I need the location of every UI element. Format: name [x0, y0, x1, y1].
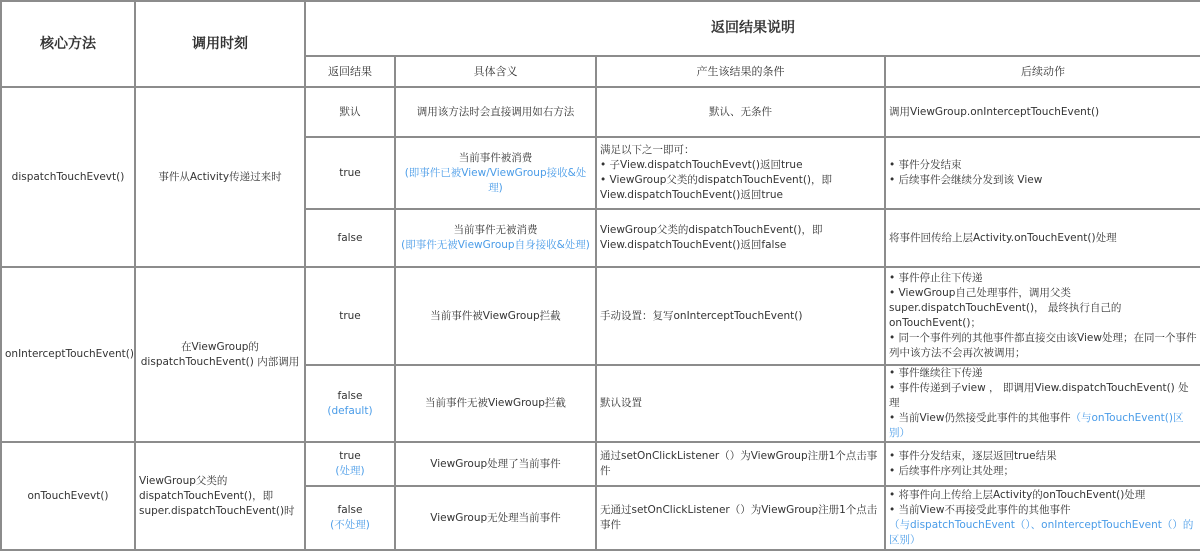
meaning-cell: ViewGroup无处理当前事件	[395, 486, 596, 550]
action-line: • 后续事件会继续分发到该 View	[889, 174, 1043, 186]
call-time-touch	[135, 442, 305, 550]
result-cell: false	[305, 209, 395, 267]
result-cell	[305, 486, 395, 550]
action-cell	[885, 365, 1200, 442]
header-return-result: 返回结果	[305, 56, 395, 87]
header-follow-up: 后续动作	[885, 56, 1200, 87]
result-text: false	[337, 389, 363, 402]
result-note: (default)	[327, 404, 373, 417]
call-time-dispatch: 事件从Activity传递过来时	[135, 87, 305, 267]
condition-line: • ViewGroup父类的dispatchTouchEvent()，即	[600, 174, 833, 186]
action-cell: 调用ViewGroup.onInterceptTouchEvent()	[885, 87, 1200, 137]
call-time-line: super.dispatchTouchEvent()时	[139, 504, 295, 517]
call-time-line: ViewGroup父类的	[139, 474, 228, 487]
method-intercept: onInterceptTouchEvent()	[1, 267, 135, 442]
header-result-group: 返回结果说明	[305, 1, 1200, 56]
action-line: super.dispatchTouchEvent()， 最终执行自己的onTouchEvent()；	[889, 302, 1122, 329]
action-line: • 事件分发结束，逐层返回true结果	[889, 450, 1057, 462]
result-cell: 默认	[305, 87, 395, 137]
table-row	[1, 87, 1200, 137]
condition-cell	[596, 209, 885, 267]
action-cell: 将事件回传给上层Activity.onTouchEvent()处理	[885, 209, 1200, 267]
condition-line: • 子View.dispatchTouchEvevt()返回true	[600, 159, 803, 171]
action-line: • 同一个事件列的其他事件都直接交由该View处理；在同一个事件	[889, 332, 1197, 344]
header-core-method: 核心方法	[1, 1, 135, 87]
result-cell	[305, 442, 395, 486]
action-line: • 事件继续往下传递	[889, 367, 983, 379]
action-line: • 后续事件序列让其处理；	[889, 465, 1015, 477]
method-dispatch: dispatchTouchEvevt()	[1, 87, 135, 267]
header-condition: 产生该结果的条件	[596, 56, 885, 87]
condition-line: View.dispatchTouchEvent()返回true	[600, 189, 783, 201]
action-line: • 事件停止往下传递	[889, 272, 983, 284]
condition-cell	[596, 137, 885, 209]
condition-line: 满足以下之一即可：	[600, 144, 695, 156]
action-cell	[885, 442, 1200, 486]
result-text: false	[337, 504, 363, 516]
condition-cell: 手动设置：复写onInterceptTouchEvent()	[596, 267, 885, 365]
result-cell: true	[305, 137, 395, 209]
result-cell	[305, 365, 395, 442]
condition-cell: 无通过setOnClickListener（）为ViewGroup注册1个点击事件	[596, 486, 885, 550]
result-cell: true	[305, 267, 395, 365]
condition-cell: 默认、无条件	[596, 87, 885, 137]
table-row	[1, 442, 1200, 486]
meaning-text: 当前事件被消费	[458, 151, 533, 164]
action-line: • ViewGroup自己处理事件，调用父类	[889, 287, 1071, 299]
meaning-cell: ViewGroup处理了当前事件	[395, 442, 596, 486]
call-time-intercept	[135, 267, 305, 442]
condition-line: View.dispatchTouchEvent()返回false	[600, 239, 787, 251]
result-text: true	[339, 450, 361, 462]
action-line: • 将事件向上传给上层Activity的onTouchEvent()处理	[889, 489, 1146, 501]
action-note: （与dispatchTouchEvent（）、onInterceptTouchEvent（）的区别）	[889, 519, 1194, 546]
call-time-line: dispatchTouchEvent() 内部调用	[140, 355, 300, 368]
action-note: （与onTouchEvent()区别）	[889, 412, 1184, 439]
condition-cell: 通过setOnClickListener（）为ViewGroup注册1个点击事件	[596, 442, 885, 486]
action-cell	[885, 267, 1200, 365]
action-line: • 事件传递到子view ， 即调用View.dispatchTouchEvent() 处理	[889, 382, 1189, 409]
action-cell	[885, 137, 1200, 209]
meaning-note: (即事件已被View/ViewGroup接收&处理)	[404, 166, 587, 194]
condition-line: ViewGroup父类的dispatchTouchEvent()，即	[600, 224, 823, 236]
meaning-note: (即事件无被ViewGroup自身接收&处理)	[401, 239, 590, 251]
call-time-line: dispatchTouchEvent()，即	[139, 489, 274, 502]
call-time-line: 在ViewGroup的	[181, 340, 259, 353]
meaning-cell: 当前事件无被ViewGroup拦截	[395, 365, 596, 442]
meaning-text: 当前事件无被消费	[453, 224, 538, 236]
action-line: • 当前View仍然接受此事件的其他事件	[889, 412, 1071, 424]
result-note: (处理)	[335, 465, 365, 477]
action-line: • 事件分发结束	[889, 159, 962, 171]
meaning-cell	[395, 137, 596, 209]
meaning-cell: 调用该方法时会直接调用如右方法	[395, 87, 596, 137]
action-cell	[885, 486, 1200, 550]
meaning-cell	[395, 209, 596, 267]
meaning-cell: 当前事件被ViewGroup拦截	[395, 267, 596, 365]
result-note: (不处理)	[330, 519, 370, 531]
header-call-time: 调用时刻	[135, 1, 305, 87]
action-line: 列中该方法不会再次被调用；	[889, 347, 1026, 359]
header-meaning: 具体含义	[395, 56, 596, 87]
action-line: • 当前View不再接受此事件的其他事件	[889, 504, 1071, 516]
table-row	[1, 267, 1200, 365]
condition-cell: 默认设置	[596, 365, 885, 442]
method-touch: onTouchEvevt()	[1, 442, 135, 550]
